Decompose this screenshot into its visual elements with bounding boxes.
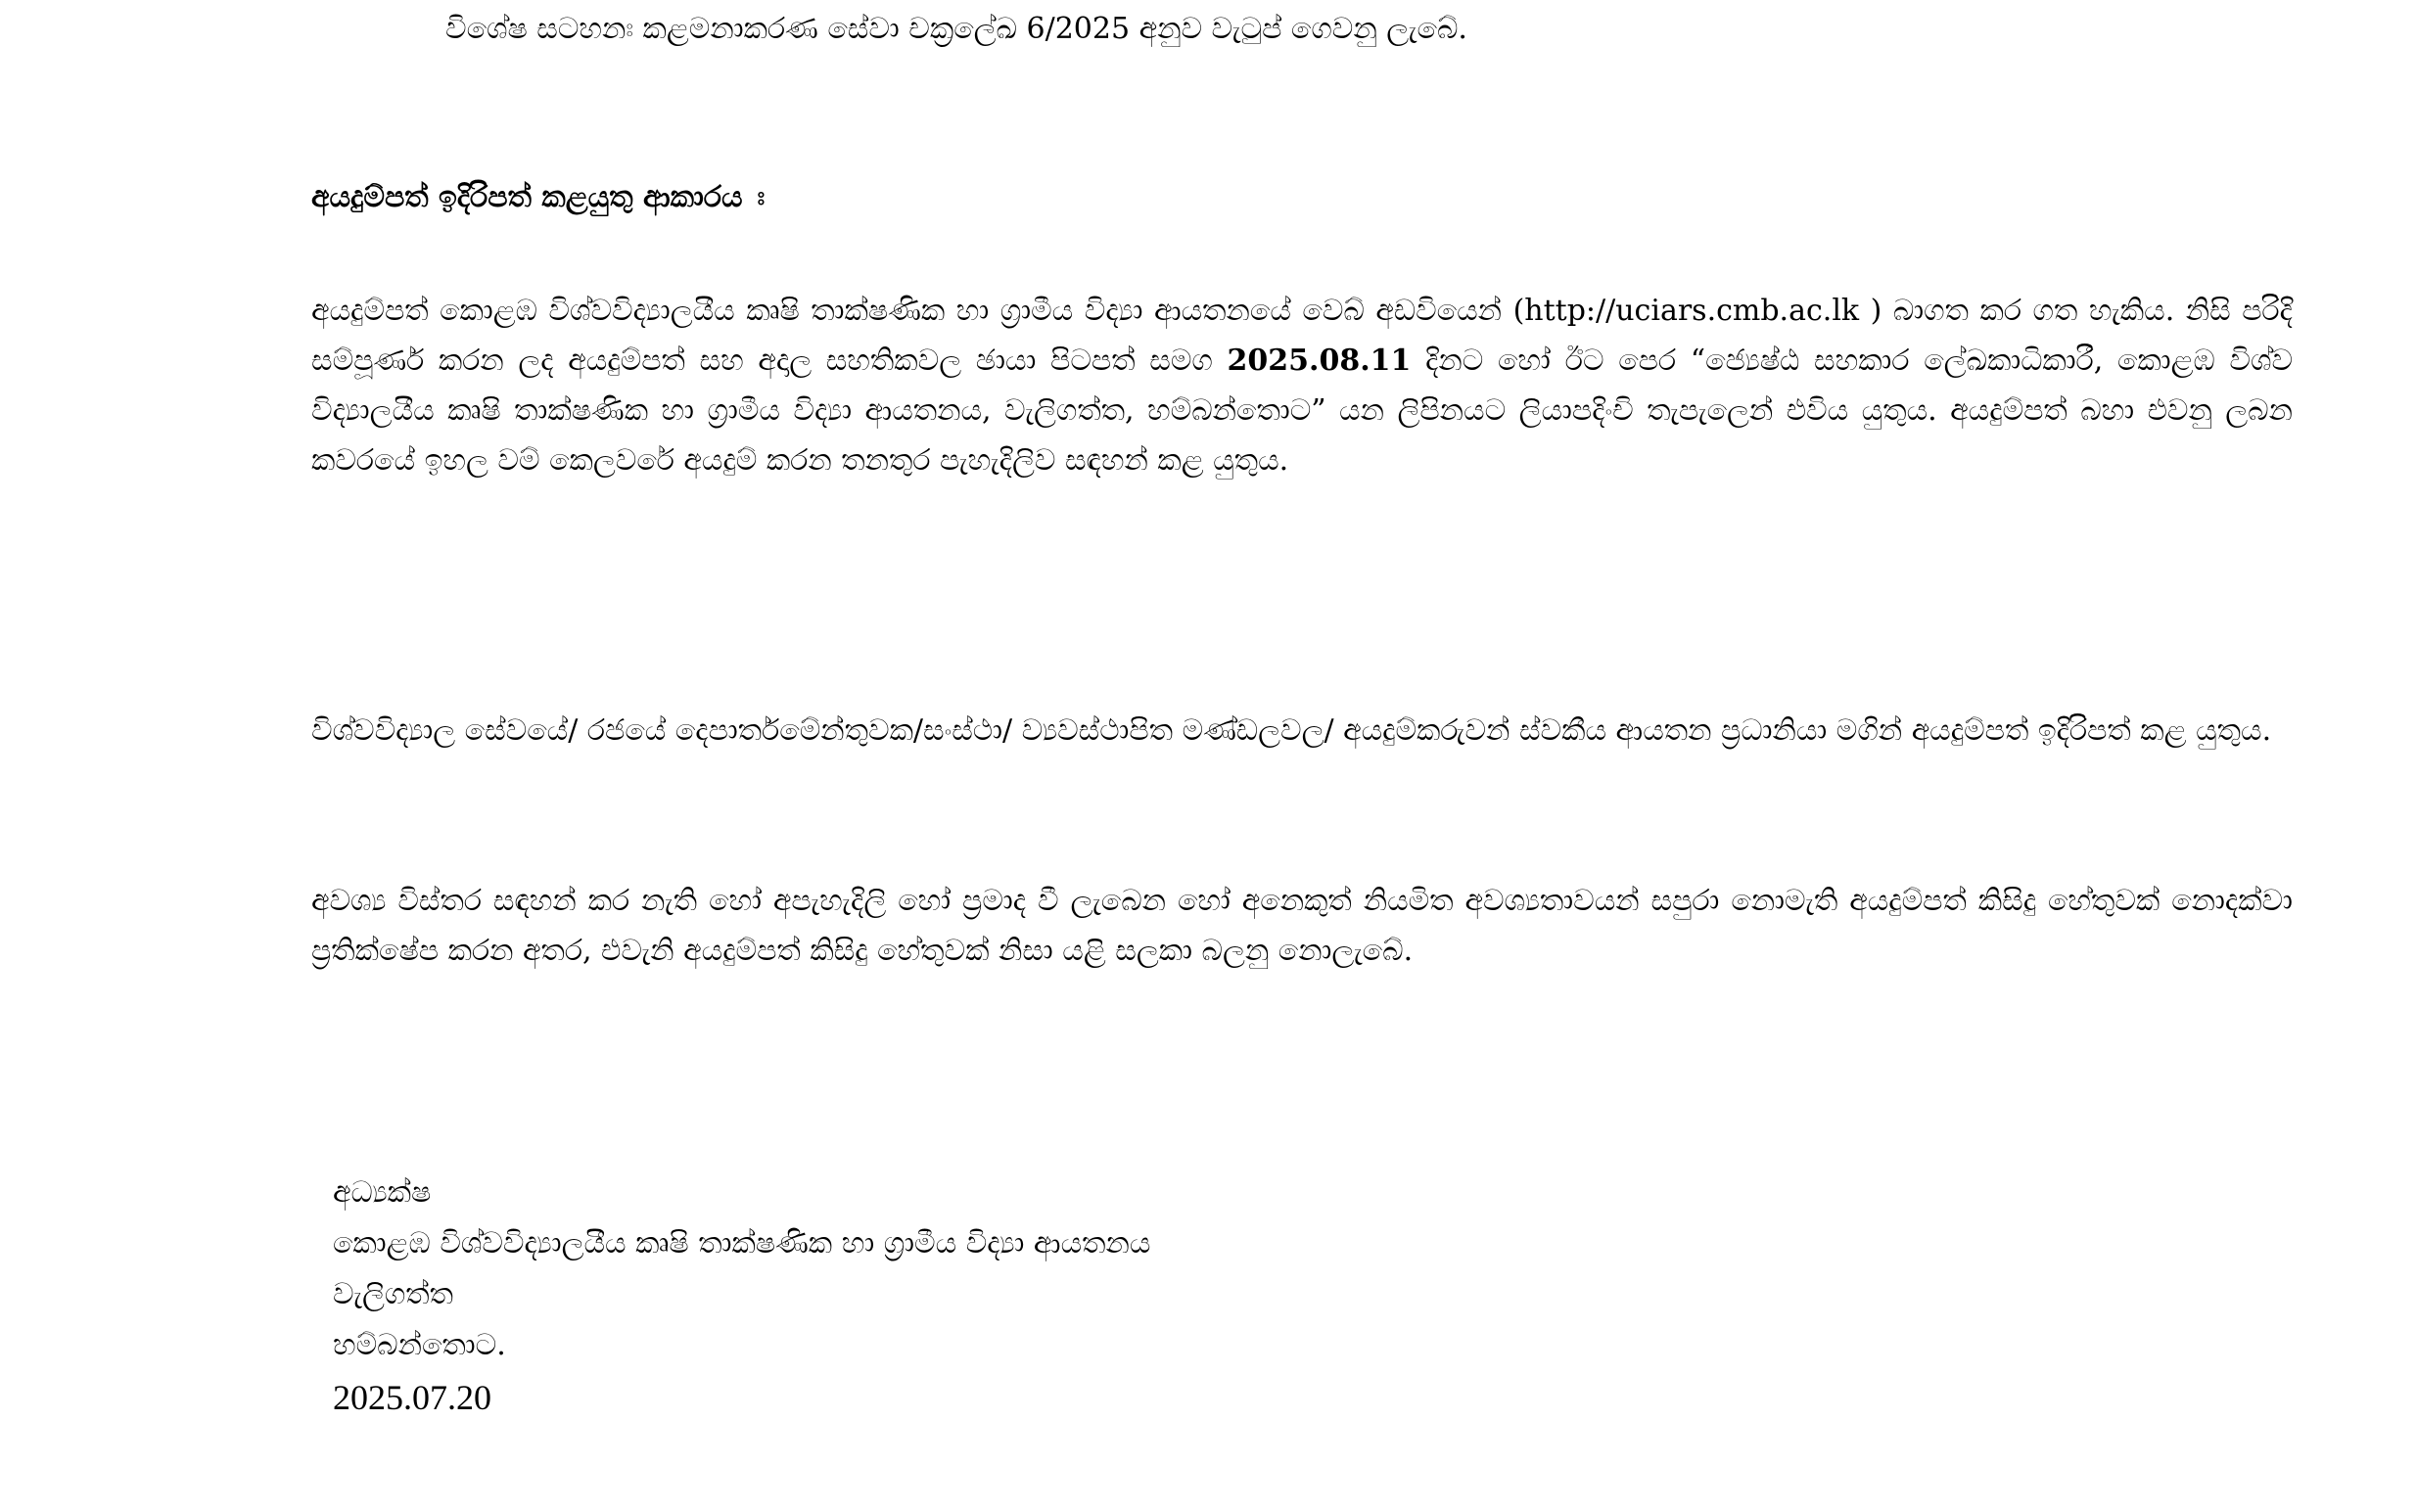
paragraph-employed-applicants: විශ්වවිද්‍යාල සේවයේ/ රජයේ දෙපාර්තමේන්තුවක/සංස්ථා/ ව්‍යවස්ථාපිත මණ්ඩලවල/ අයදුම්කරුවන් ස්වකීය ආයතන ප්‍රධානියා මගින් අයදුම්පත් ඉදිරිපත් කළ යුතුය.	[311, 713, 2272, 748]
signature-date: 2025.07.20	[333, 1378, 491, 1417]
address-district: හම්බන්තොට.	[333, 1328, 506, 1362]
paragraph-application-instructions	[311, 286, 2293, 485]
signatory-title: අධ්‍යක්ෂ	[333, 1175, 432, 1210]
deadline-date: 2025.08.11	[1227, 344, 1412, 378]
signature-block	[333, 1168, 1150, 1424]
paragraph1-text-b: දිනට හෝ ඊට පෙර “ජ්‍යෙෂ්ඨ සහකාර ලේඛකාධිකාරී, කොළඹ විශ්ව විද්‍යාලයීය කෘෂි තාක්ෂණික හා ග්‍රාමීය විද්‍යා ආයතනය, වැලිගත්ත, හම්බන්තොට” යන ලිපිනයට ලියාපදිංචි තැපැලෙන් එවිය යුතුය. අයදුම්පත් බහා එවනු ලබන කවරයේ ඉහල වම් කෙලවරේ අයදුම් කරන තනතුර පැහැදිලිව සඳහන් කළ යුතුය.	[311, 344, 2294, 478]
special-note: විශේෂ සටහනඃ කළමනාකරණ සේවා චක්‍රලේඛ 6/2025 අනුව වැටුප් ගෙවනු ලැබේ.	[445, 12, 1467, 46]
section-heading: අයදුම්පත් ඉදිරිපත් කළයුතු ආකාරය ඃ	[311, 180, 766, 214]
address-town: වැලිගත්ත	[333, 1277, 453, 1311]
paragraph-rejection-notice: අවශ්‍ය විස්තර සඳහන් කර නැති හෝ අපැහැදිලි හෝ ප්‍රමාද වී ලැබෙන හෝ අනෙකුත් නියමිත අවශ්‍යතාවයන් සපුරා නොමැති අයදුම්පත් කිසිදු හේතුවක් නොදක්වා ප්‍රතික්ෂේප කරන අතර, එවැනි අයදුම්පත් කිසිදු හේතුවක් නිසා යළි සලකා බලනු නොලැබේ.	[311, 884, 2293, 968]
paragraph1-text-a: අයදුම්පත් කොළඹ විශ්වවිද්‍යාලයීය කෘෂි තාක්ෂණික හා ග්‍රාමීය විද්‍යා ආයතනයේ වෙබ් අඩවියෙන් (http://uciars.cmb.ac.lk ) බාගත කර ගත හැකිය. නිසි පරිදි සම්පූර්ණ කරන ලද අයදුම්පත් සහ අදාල සහතිකවල ඡායා පිටපත් සමග	[311, 294, 2293, 378]
institute-name: කොළඹ විශ්වවිද්‍යාලයීය කෘෂි තාක්ෂණික හා ග්‍රාමීය විද්‍යා ආයතනය	[333, 1226, 1151, 1260]
